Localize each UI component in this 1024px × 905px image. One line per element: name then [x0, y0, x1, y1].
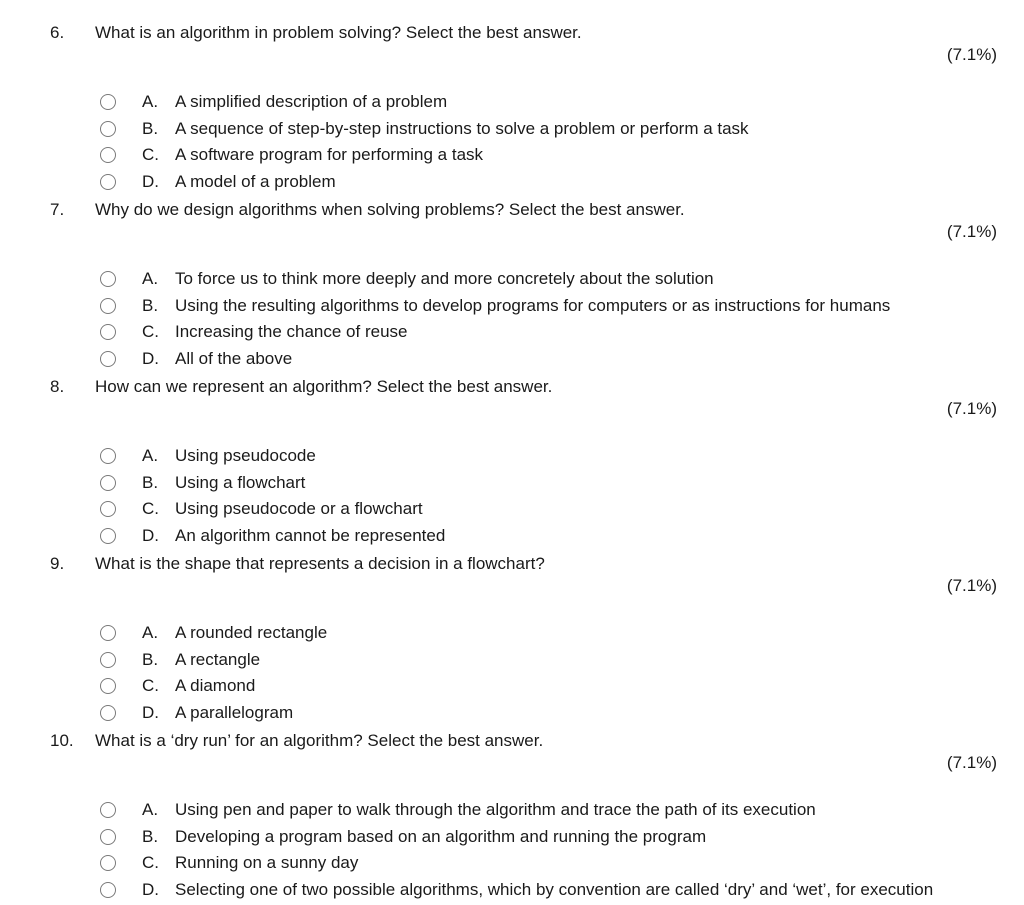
answer-option[interactable]	[100, 117, 749, 141]
answer-option[interactable]	[100, 524, 446, 548]
radio-button-icon[interactable]	[100, 174, 116, 190]
question-weight: (7.1%)	[946, 222, 997, 241]
option-text: Using a flowchart	[175, 473, 306, 492]
option-letter: B.	[142, 473, 159, 492]
radio-button-icon[interactable]	[100, 351, 116, 367]
option-letter: B.	[142, 296, 159, 315]
option-text: All of the above	[175, 349, 293, 368]
question-text: What is a ‘dry run’ for an algorithm? Select the best answer.	[95, 731, 544, 750]
answer-option[interactable]	[100, 798, 816, 822]
answer-option[interactable]	[100, 294, 891, 318]
answer-option[interactable]	[100, 825, 707, 849]
option-text: Using pseudocode or a flowchart	[175, 499, 423, 518]
answer-option[interactable]	[100, 851, 359, 875]
answer-option[interactable]	[100, 648, 261, 672]
option-text: A rounded rectangle	[175, 623, 328, 642]
option-text: A simplified description of a problem	[175, 92, 448, 111]
option-text: To force us to think more deeply and more concretely about the solution	[175, 269, 714, 288]
question-weight: (7.1%)	[946, 399, 997, 418]
answer-option[interactable]	[100, 701, 294, 725]
radio-button-icon[interactable]	[100, 324, 116, 340]
option-text: Using pen and paper to walk through the algorithm and trace the path of its execution	[175, 800, 816, 819]
option-letter: C.	[142, 145, 159, 164]
radio-button-icon[interactable]	[100, 829, 116, 845]
option-letter: A.	[142, 800, 159, 819]
answer-option[interactable]	[100, 497, 423, 521]
question-6	[0, 22, 1024, 197]
radio-button-icon[interactable]	[100, 802, 116, 818]
answer-option[interactable]	[100, 674, 256, 698]
answer-option[interactable]	[100, 320, 408, 344]
option-letter: C.	[142, 676, 159, 695]
option-text: Using pseudocode	[175, 446, 316, 465]
option-letter: D.	[142, 349, 159, 368]
answer-option[interactable]	[100, 90, 448, 114]
radio-button-icon[interactable]	[100, 678, 116, 694]
question-number: 8.	[50, 377, 65, 396]
option-letter: D.	[142, 703, 159, 722]
option-letter: D.	[142, 526, 159, 545]
question-text: How can we represent an algorithm? Select the best answer.	[95, 377, 553, 396]
option-text: A rectangle	[175, 650, 261, 669]
option-text: A model of a problem	[175, 172, 336, 191]
radio-button-icon[interactable]	[100, 475, 116, 491]
answer-option[interactable]	[100, 267, 714, 291]
radio-button-icon[interactable]	[100, 501, 116, 517]
answer-option[interactable]	[100, 621, 328, 645]
question-9	[0, 553, 1024, 728]
radio-button-icon[interactable]	[100, 94, 116, 110]
radio-button-icon[interactable]	[100, 625, 116, 641]
radio-button-icon[interactable]	[100, 528, 116, 544]
option-letter: B.	[142, 827, 159, 846]
radio-button-icon[interactable]	[100, 652, 116, 668]
option-text: Using the resulting algorithms to develop programs for computers or as instructions for humans	[175, 296, 891, 315]
answer-option[interactable]	[100, 347, 293, 371]
option-text: A sequence of step-by-step instructions to solve a problem or perform a task	[175, 119, 749, 138]
answer-option[interactable]	[100, 170, 336, 194]
option-text: Running on a sunny day	[175, 853, 359, 872]
radio-button-icon[interactable]	[100, 298, 116, 314]
question-text: What is the shape that represents a decision in a flowchart?	[95, 554, 545, 573]
option-text: A software program for performing a task	[175, 145, 484, 164]
radio-button-icon[interactable]	[100, 448, 116, 464]
question-number: 7.	[50, 200, 65, 219]
question-weight: (7.1%)	[946, 45, 997, 64]
option-letter: B.	[142, 119, 159, 138]
question-weight: (7.1%)	[946, 753, 997, 772]
radio-button-icon[interactable]	[100, 147, 116, 163]
option-letter: C.	[142, 322, 159, 341]
option-letter: A.	[142, 623, 159, 642]
question-weight: (7.1%)	[946, 576, 997, 595]
answer-option[interactable]	[100, 143, 484, 167]
option-text: Developing a program based on an algorithm and running the program	[175, 827, 707, 846]
option-text: A diamond	[175, 676, 256, 695]
question-10	[0, 730, 1024, 905]
option-text: An algorithm cannot be represented	[175, 526, 446, 545]
question-8	[0, 376, 1024, 551]
question-text: Why do we design algorithms when solving problems? Select the best answer.	[95, 200, 685, 219]
option-letter: B.	[142, 650, 159, 669]
option-text: Selecting one of two possible algorithms, which by convention are called ‘dry’ and ‘wet’, for execution	[175, 880, 934, 899]
option-letter: C.	[142, 499, 159, 518]
option-letter: D.	[142, 880, 159, 899]
radio-button-icon[interactable]	[100, 121, 116, 137]
radio-button-icon[interactable]	[100, 705, 116, 721]
question-7	[0, 199, 1024, 374]
option-letter: C.	[142, 853, 159, 872]
question-text: What is an algorithm in problem solving? Select the best answer.	[95, 23, 582, 42]
radio-button-icon[interactable]	[100, 855, 116, 871]
question-number: 6.	[50, 23, 65, 42]
option-text: Increasing the chance of reuse	[175, 322, 408, 341]
option-letter: A.	[142, 92, 159, 111]
option-letter: A.	[142, 446, 159, 465]
radio-button-icon[interactable]	[100, 882, 116, 898]
question-number: 9.	[50, 554, 65, 573]
radio-button-icon[interactable]	[100, 271, 116, 287]
option-letter: D.	[142, 172, 159, 191]
answer-option[interactable]	[100, 878, 934, 902]
option-text: A parallelogram	[175, 703, 294, 722]
answer-option[interactable]	[100, 471, 306, 495]
answer-option[interactable]	[100, 444, 316, 468]
question-number: 10.	[50, 731, 74, 750]
option-letter: A.	[142, 269, 159, 288]
